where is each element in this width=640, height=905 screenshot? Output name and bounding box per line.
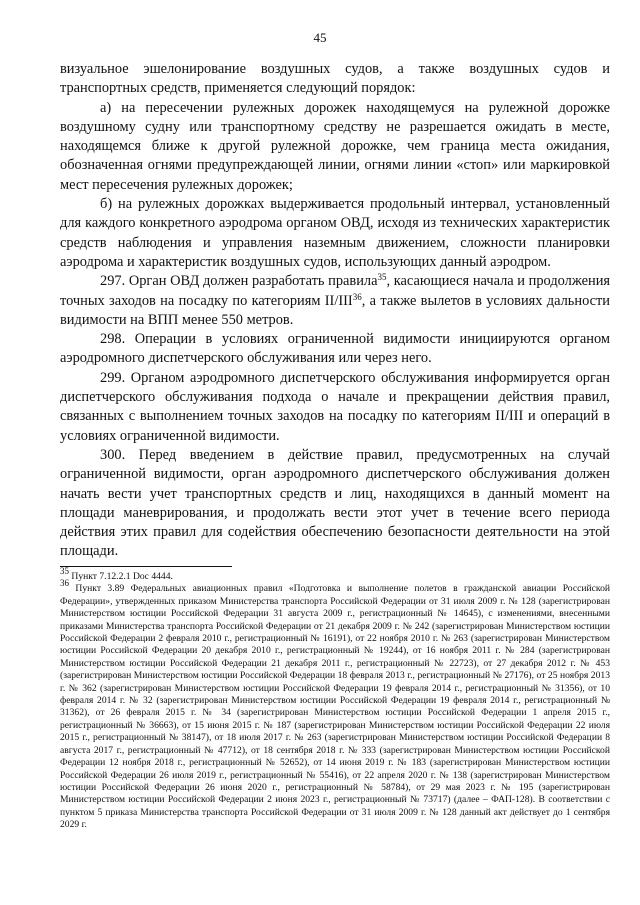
footnote-35: [60, 566, 610, 583]
main-text: [60, 60, 610, 562]
footnote-36: [60, 578, 610, 831]
footnote-divider: [60, 566, 232, 567]
paragraph-297-text-start: 297. Орган ОВД должен разработать правила: [100, 273, 378, 290]
paragraph-297: [60, 272, 610, 330]
footnote-ref-36: 36: [352, 291, 362, 302]
paragraph-297-text-end: , а также вылетов в условиях дальности видимости на ВПП менее 550 метров.: [60, 292, 611, 328]
footnotes: [60, 566, 610, 832]
paragraph-298: 298. Операции в условиях ограниченной видимости инициируются органом аэродромного диспетчерского обслуживания или через него.: [60, 331, 610, 367]
paragraph-297-text-middle: , касающиеся начала и продолжения точных заходов на посадку по категориям II/III: [60, 273, 611, 309]
paragraph-item-a: а) на пересечении рулежных дорожек находящемуся на рулежной дорожке воздушному судну или транспортному средству не разрешается ожидать в месте, находящемся ближе к другой рулежной дорожке, чем граница места ожидания, обозначенная огнями предупреждающей линии, огнями линии «стоп» или маркировкой мест пересечения рулежных дорожек;: [60, 99, 610, 193]
footnote-mark: 35: [60, 566, 69, 576]
paragraph-300: 300. Перед введением в действие правил, предусмотренных на случай ограниченной видимости, орган аэродромного диспетчерского обслуживания должен начать вести учет транспортных средств и лиц, находящихся в данный момент на площади маневрирования, и продолжать вести этот учет в течение всего периода действия этих правил для содействия обеспечению безопасности деятельности на этой площади.: [60, 446, 610, 560]
footnote-text: Пункт 7.12.2.1 Doc 4444.: [69, 571, 173, 582]
footnote-ref-35: 35: [377, 272, 387, 283]
paragraph-299: 299. Органом аэродромного диспетчерского обслуживания информируется орган диспетчерского обслуживания подхода о начале и прекращении действия правил, связанных с выполнением точных заходов на посадку по категориям II/III и операций в условиях ограниченной видимости.: [60, 369, 610, 444]
paragraph-continuation: визуальное эшелонирование воздушных судов, а также воздушных судов и транспортных средств, применяется следующий порядок:: [60, 61, 610, 97]
paragraph-item-b: б) на рулежных дорожках выдерживается продольный интервал, установленный для каждого конкретного аэродрома органом ОВД, исходя из технических характеристик средств наблюдения и управления наземным движением, сложности планировки аэродрома и характеристик воздушных судов, использующих данный аэродром.: [60, 196, 610, 270]
footnote-mark: 36: [60, 578, 69, 589]
page-number: 45: [313, 30, 327, 45]
footnote-text: Пункт 3.89 Федеральных авиационных правил «Подготовка и выполнение полетов в гражданской авиации Российской Федерации», утвержденных приказом Министерства транспорта Российской Федерации от 31 июля 2009 г. № 128 (зарегистрирован Министерством юстиции Российской Федерации 31 августа 2009 г., регистрационный № 14645), с изменениями, внесенными приказами Министерства транспорта Российской Федерации от 21 декабря 2009 г. № 242 (зарегистрирован Министерством юстиции Российской Федерации 2 февраля 2010 г., регистрационный № 16191), от 22 ноября 2010 г. № 263 (зарегистрирован Министерством юстиции Российской Федерации 20 декабря 2010 г., регистрационный № 19244), от 16 ноября 2011 г. № 284 (зарегистрирован Министерством юстиции Российской Федерации 21 декабря 2011 г., регистрационный № 22723), от 27 декабря 2012 г. № 453 (зарегистрирован Министерством юстиции Российской Федерации 18 февраля 2013 г., регистрационный № 27176), от 25 ноября 2013 г. № 362 (зарегистрирован Министерством юстиции Российской Федерации 19 февраля 2014 г., регистрационный № 31356), от 10 февраля 2014 г. № 32 (зарегистрирован Министерством юстиции Российской Федерации 19 февраля 2014 г., регистрационный № 31362), от 26 февраля 2015 г. № 34 (зарегистрирован Министерством юстиции Российской Федерации 1 апреля 2015 г., регистрационный № 36663), от 15 июня 2015 г. № 187 (зарегистрирован Министерством юстиции Российской Федерации 22 июля 2015 г., регистрационный № 38147), от 18 июля 2017 г. № 263 (зарегистрирован Министерством юстиции Российской Федерации 8 августа 2017 г., регистрационный № 47712), от 18 сентября 2018 г. № 333 (зарегистрирован Министерством юстиции Российской Федерации 12 ноября 2018 г., регистрационный № 52652), от 14 июня 2019 г. № 183 (зарегистрирован Министерством юстиции Российской Федерации 26 июля 2019 г., регистрационный № 55416), от 22 апреля 2020 г. № 138 (зарегистрирован Министерством юстиции Российской Федерации 26 июня 2020 г., регистрационный № 58784), от 29 мая 2023 г. № 195 (зарегистрирован Министерством юстиции Российской Федерации 2 июня 2023 г., регистрационный № 73717) (далее – ФАП-128). В соответствии с пунктом 5 приказа Министерства транспорта Российской Федерации от 31 июля 2009 г. № 128 данный акт действует до 1 сентября 2029 г.: [60, 583, 610, 831]
